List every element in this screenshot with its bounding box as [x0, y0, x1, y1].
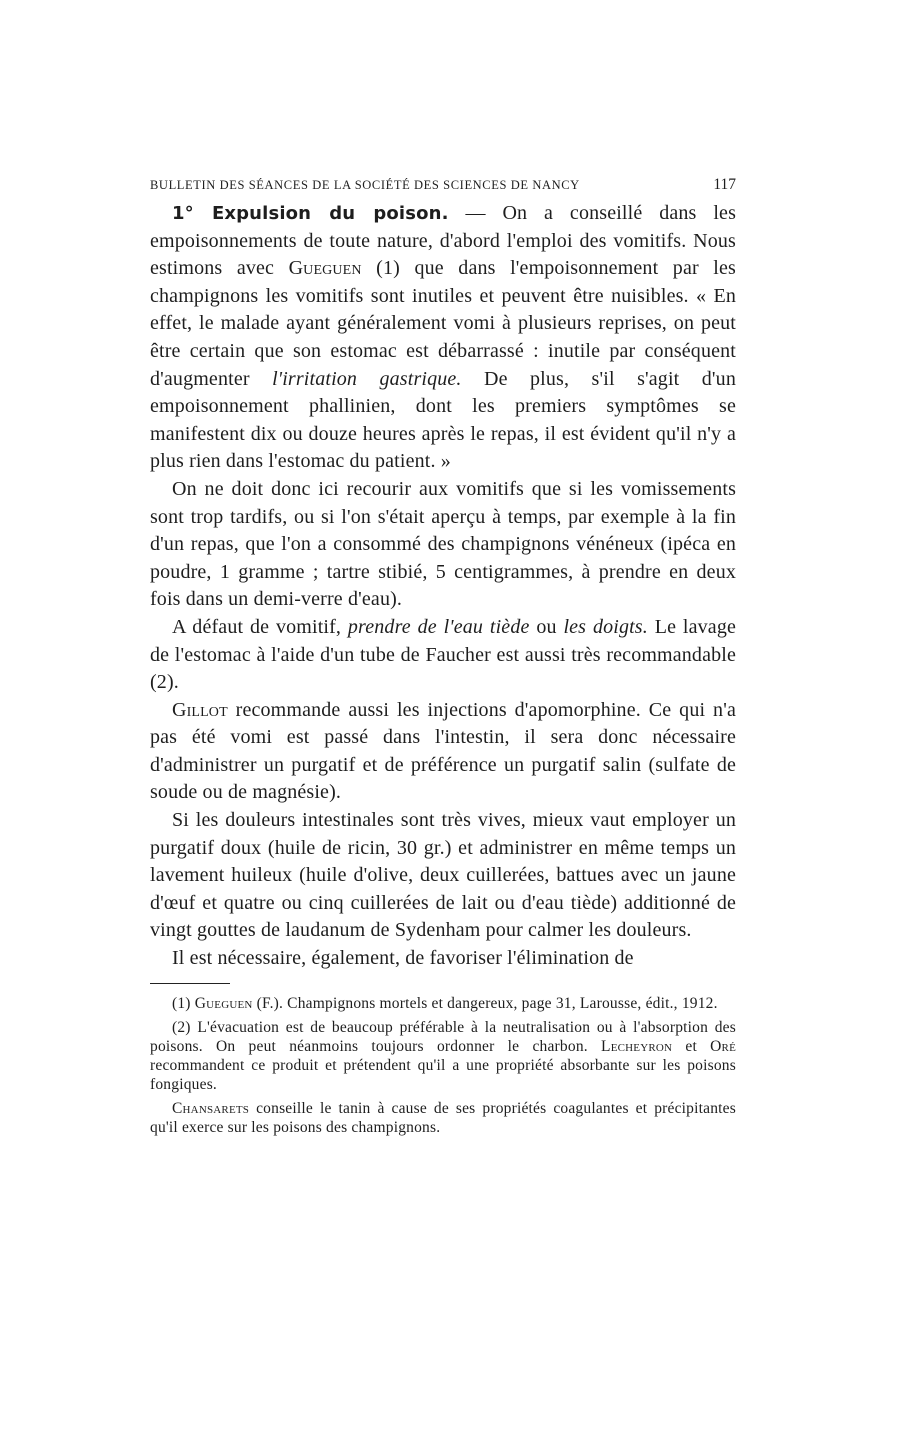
footnote-2-text-b: et	[672, 1037, 711, 1055]
footnote-3-text: conseille le tanin à cause de ses propriétés coagulantes et précipitantes qu'il exerce sur les poisons des champignons.	[150, 1099, 736, 1136]
footnote-2	[150, 1018, 736, 1094]
page-number: 117	[713, 176, 736, 193]
running-header	[150, 176, 736, 194]
paragraph-4	[150, 697, 736, 807]
paragraph-3	[150, 614, 736, 697]
paragraph-5: Si les douleurs intestinales sont très vives, mieux vaut employer un purgatif doux (huile de ricin, 30 gr.) et administrer en même temps un lavement huileux (huile d'olive, deux cuillerées, battues avec un jaune d'œuf et quatre ou cinq cuillerées de lait ou d'eau tiède) additionné de vingt gouttes de laudanum de Sydenham pour calmer les douleurs.	[150, 809, 736, 942]
footnote-3	[150, 1099, 736, 1137]
footnote-2-text-a: (2) L'évacuation est de beaucoup préférable à la neutralisation ou à l'absorption des poisons. On peut néanmoins toujours ordonner le charbon.	[150, 1018, 736, 1055]
paragraph-4-text: recommande aussi les injections d'apomorphine. Ce qui n'a pas été vomi est passé dans l'intestin, il sera donc nécessaire d'administrer un purgatif et de préférence un purgatif salin (sulfate de soude ou de magnésie).	[150, 698, 736, 804]
paragraph-3-text-a: A défaut de vomitif,	[172, 615, 348, 638]
paragraph-1-text-c: De plus, s'il s'agit d'un empoisonnement phallinien, dont les premiers symptômes se manifestent dix ou douze heures après le repas, il est évident qu'il n'y a plus rien dans l'estomac du patient. »	[150, 367, 736, 473]
body-text	[150, 200, 736, 973]
paragraph-3-text-b: ou	[529, 615, 564, 638]
footnote-1-text-a: (1)	[172, 994, 195, 1012]
author-name: Gueguen	[288, 257, 362, 280]
footnotes	[150, 994, 736, 1137]
italic-phrase: prendre de l'eau tiède	[347, 615, 530, 638]
italic-phrase: l'irritation gastrique.	[272, 367, 462, 390]
page	[150, 176, 736, 1137]
footnote-1-text-b: (F.). Champignons mortels et dangereux, page 31, Larousse, édit., 1912.	[252, 994, 718, 1012]
section-heading: 1° Expulsion du poison.	[172, 203, 449, 224]
paragraph-6: Il est nécessaire, également, de favoriser l'élimination de	[172, 947, 634, 970]
paragraph-1-text-a: — On a conseillé dans les empoisonnements de toute nature, d'abord l'emploi des vomitifs. Nous estimons avec	[150, 202, 737, 280]
paragraph-3-text-c: Le lavage de l'estomac à l'aide d'un tube de Faucher est aussi très recommandable (2).	[150, 615, 737, 694]
footnote-1	[150, 994, 736, 1013]
paragraph-2: On ne doit donc ici recourir aux vomitifs que si les vomissements sont trop tardifs, ou si l'on s'était aperçu à temps, par exemple à la fin d'un repas, que l'on a consommé des champignons vénéneux (ipéca en poudre, 1 gramme ; tartre stibié, 5 centigrammes, à prendre en deux fois dans un demi-verre d'eau).	[150, 477, 736, 611]
footnote-2-text-c: recommandent ce produit et prétendent qu'il a une propriété absorbante sur les poisons fongiques.	[150, 1056, 736, 1093]
running-title: BULLETIN DES SÉANCES DE LA SOCIÉTÉ DES SCIENCES DE NANCY	[150, 178, 580, 192]
paragraph-1	[150, 200, 736, 476]
author-name: Gillot	[172, 698, 228, 721]
author-name: Chansarets	[172, 1099, 250, 1117]
author-name: Gueguen	[194, 994, 253, 1012]
footnote-divider	[150, 983, 230, 984]
author-name: Oré	[710, 1037, 736, 1055]
paragraph-1-text-b: (1) que dans l'empoisonnement par les champignons les vomitifs sont inutiles et peuvent être nuisibles. « En effet, le malade ayant généralement vomi à plusieurs reprises, on peut être certain que son estomac est débarrassé : inutile par conséquent d'augmenter	[150, 257, 736, 390]
author-name: Lecheyron	[601, 1037, 673, 1055]
italic-phrase: les doigts.	[563, 615, 648, 638]
